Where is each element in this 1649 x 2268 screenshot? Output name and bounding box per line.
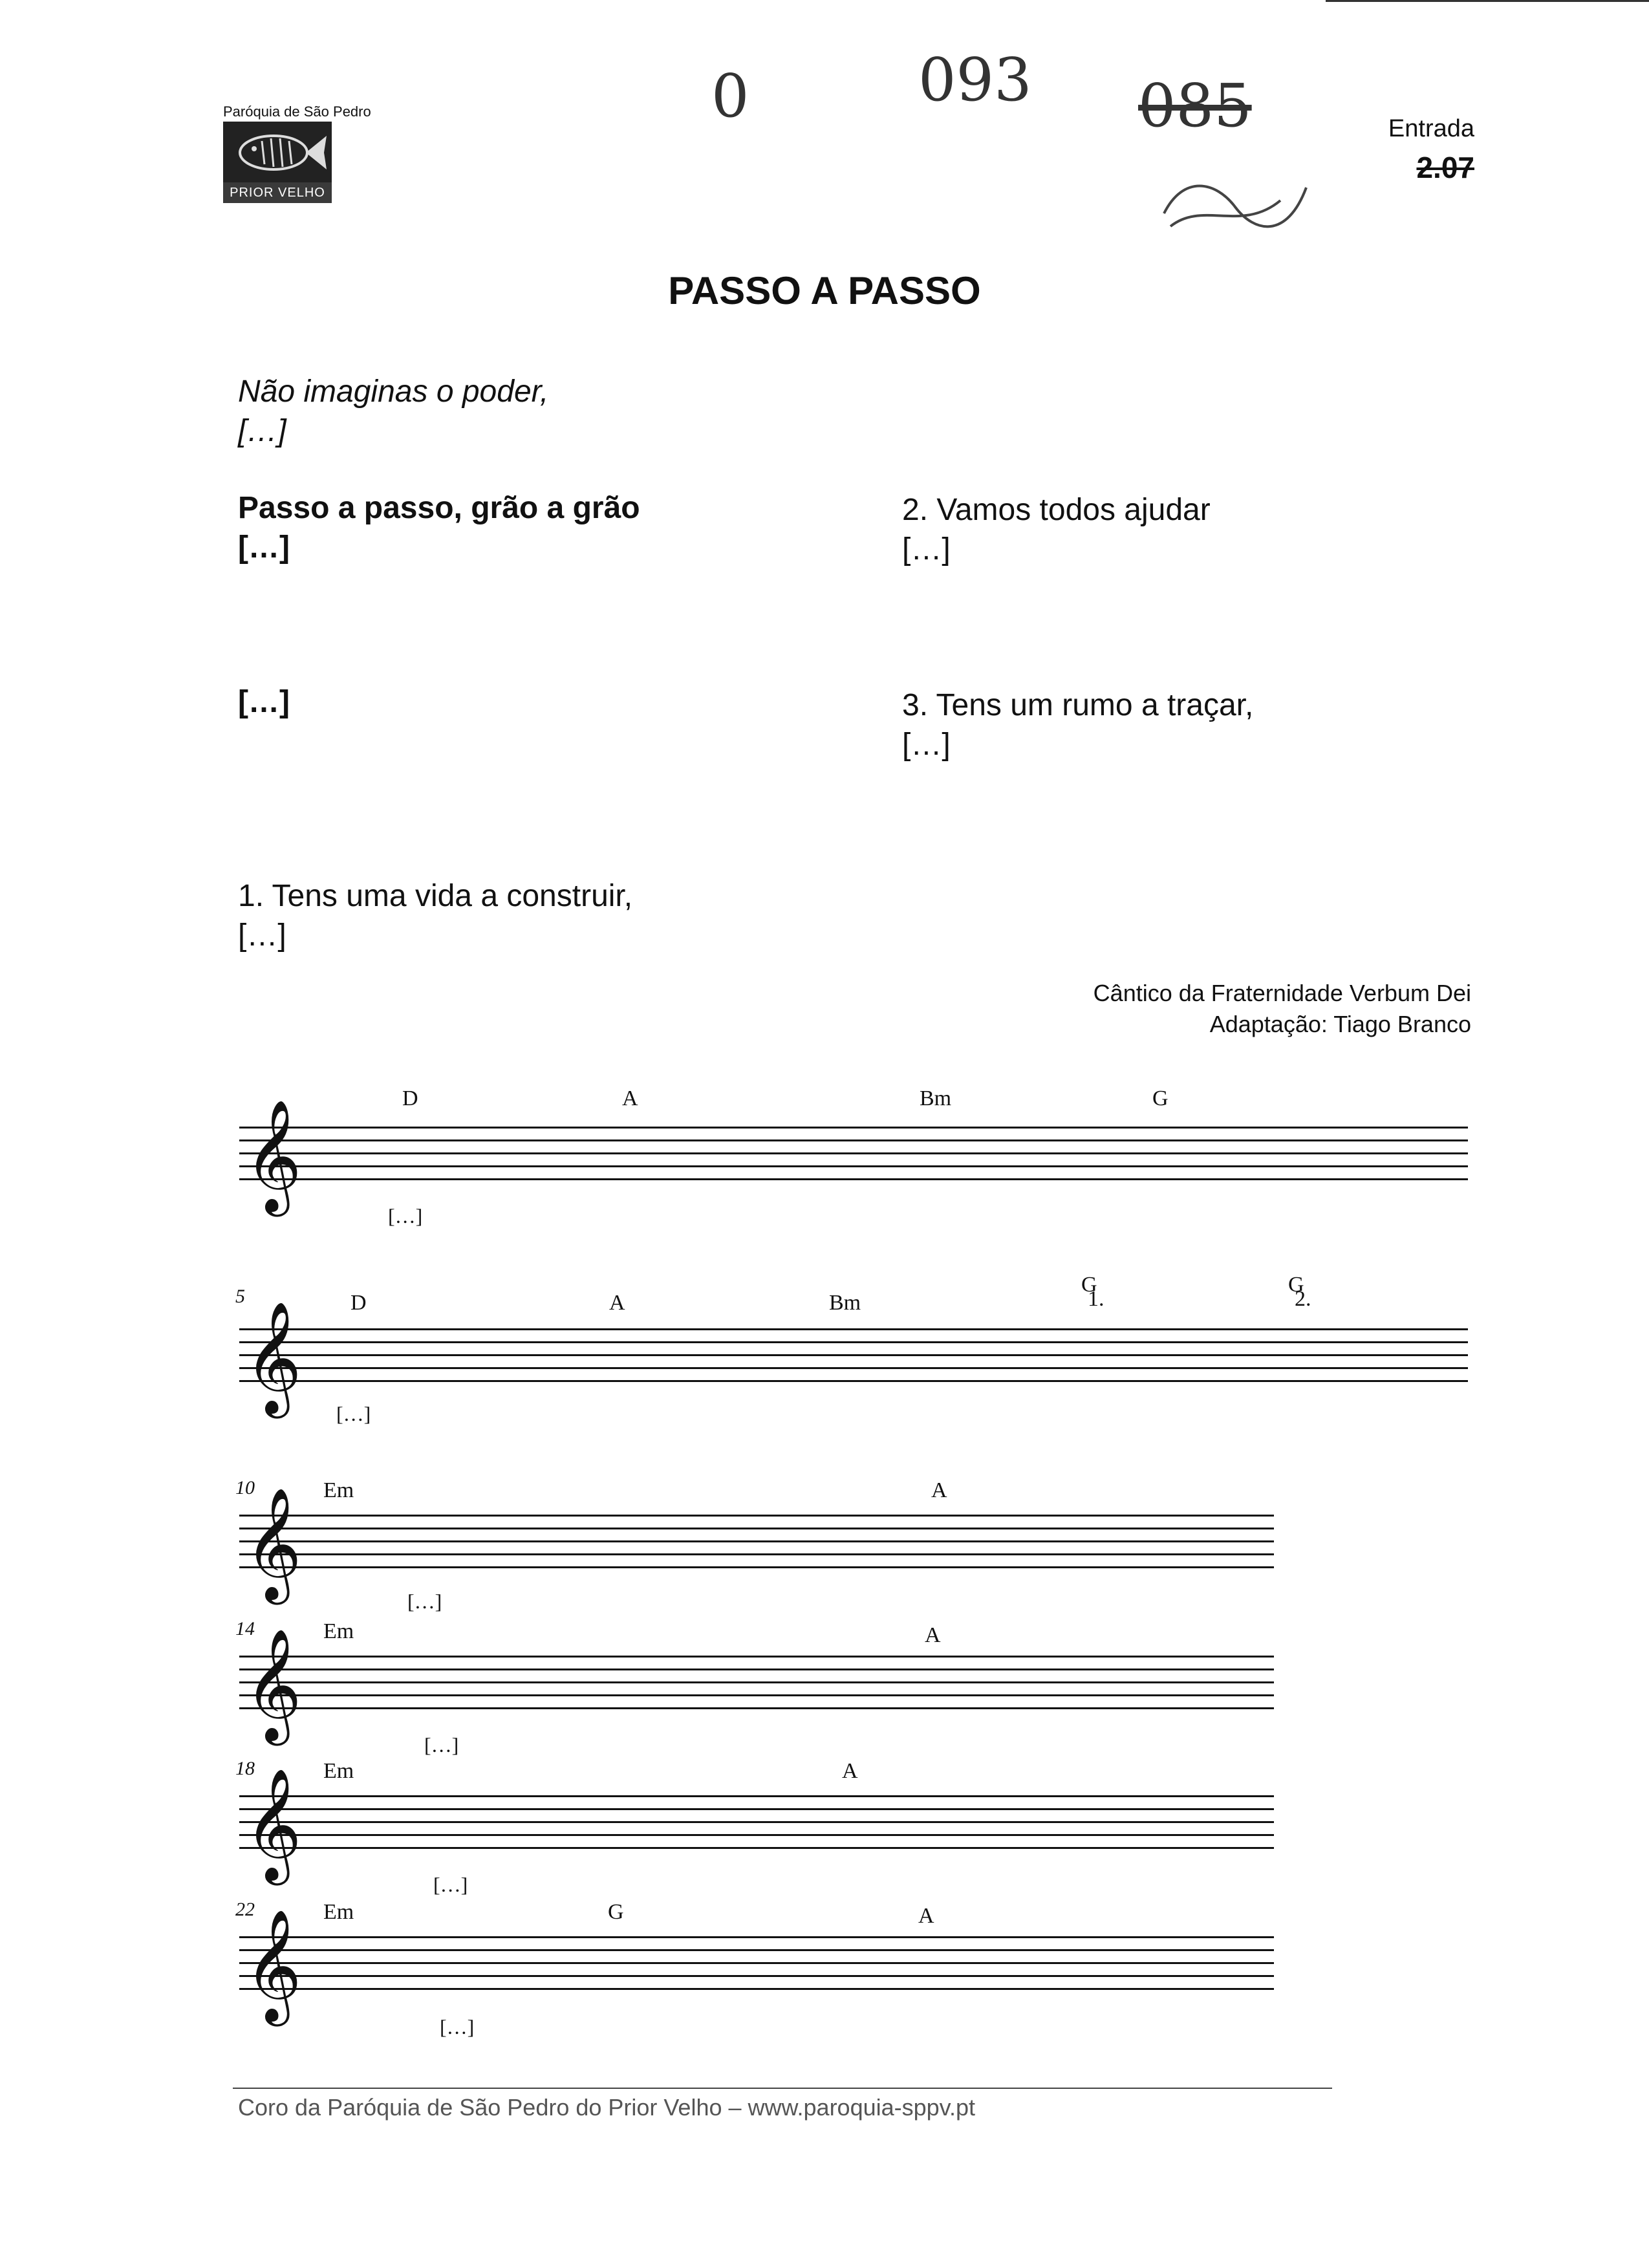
treble-clef-icon: 𝄞 [244,1768,302,1881]
treble-clef-icon: 𝄞 [244,1099,302,1212]
verse-line: 1. Tens uma vida a construir, [238,879,633,913]
chord-symbol: Em [323,1619,354,1643]
handwritten-scribble [1158,162,1319,246]
section-label: Entrada [1388,115,1474,142]
staff-lyric: […] [433,1873,468,1896]
credit-source: Cântico da Fraternidade Verbum Dei [1093,980,1471,1006]
chord-symbol: G [1152,1086,1169,1110]
measure-number: 10 [235,1477,255,1498]
chord-symbol: Em [323,1900,354,1924]
chord-symbol: D [402,1086,418,1110]
fish-icon [223,122,332,182]
chord-symbol: G [1081,1273,1097,1297]
chord-symbol: G [608,1900,624,1924]
verse-3 [902,686,1253,764]
chord-symbol: G [1288,1273,1304,1297]
intro-line: […] [238,414,286,448]
song-number: 2.07 [1416,151,1474,184]
chord-symbol: Bm [920,1086,952,1110]
verse-line: 3. Tens um rumo a traçar, [902,688,1254,722]
credits [1094,978,1471,1040]
staff [239,1099,1468,1212]
music-system-3 [235,1476,1468,1618]
parish-name: Paróquia de São Pedro [223,103,371,120]
chord-symbol: Bm [829,1291,861,1315]
chorus-part-2 [238,682,290,722]
treble-clef-icon: 𝄞 [244,1487,302,1600]
verse-2 [902,490,1211,569]
chorus-line: […] [238,685,290,719]
music-system-2 [235,1273,1468,1447]
treble-clef-icon: 𝄞 [244,1301,302,1414]
chord-symbol: Em [323,1478,354,1502]
chord-symbol: A [622,1086,638,1110]
chord-symbol: A [925,1623,941,1647]
measure-number: 5 [235,1286,245,1307]
staff-lyric: […] [407,1590,442,1613]
measure-number: 22 [235,1899,255,1920]
handwritten-mark-3: 085 [1138,71,1252,140]
handwritten-mark-2: 093 [918,45,1032,114]
chord-symbol: Em [323,1759,354,1783]
staff-lyric: […] [336,1402,371,1425]
verse-line: […] [238,918,286,953]
verse-line: […] [902,728,951,762]
staff-lyric: […] [424,1733,459,1756]
music-system-4 [235,1617,1468,1759]
verse-line: […] [902,532,951,567]
ending-2: 2. [1295,1287,1311,1311]
music-system-1 [239,1086,1468,1255]
staff-lyric: […] [388,1204,423,1227]
measure-number: 18 [235,1758,255,1779]
measure-number: 14 [235,1618,255,1639]
chord-symbol: A [609,1291,625,1315]
handwritten-mark-1: 0 [711,61,749,131]
chord-symbol: A [842,1759,858,1783]
music-system-6 [235,1897,1468,2040]
treble-clef-icon: 𝄞 [244,1909,302,2022]
intro-line: Não imaginas o poder, [238,374,549,409]
footer-divider [233,2088,1332,2089]
ending-1: 1. [1088,1287,1105,1311]
music-system-5 [235,1756,1468,1899]
song-title: PASSO A PASSO [668,269,981,312]
staff-lyric: […] [440,2015,475,2038]
verse-line: 2. Vamos todos ajudar [902,493,1211,527]
footer-text: Coro da Paróquia de São Pedro do Prior Velho – www.paroquia-sppv.pt [238,2094,976,2121]
treble-clef-icon: 𝄞 [244,1628,302,1741]
chorus-line: Passo a passo, grão a grão [238,491,640,525]
chord-symbol: A [918,1904,934,1928]
verse-1 [238,876,632,955]
scan-edge-line [1326,0,1649,2]
credit-adaptation: Adaptação: Tiago Branco [1209,1011,1471,1037]
chord-symbol: A [931,1478,947,1502]
logo-band: PRIOR VELHO [223,182,332,203]
intro-verse [238,372,548,451]
chord-symbol: D [350,1291,367,1315]
chorus-part-1 [238,488,640,567]
chorus-line: […] [238,530,290,565]
